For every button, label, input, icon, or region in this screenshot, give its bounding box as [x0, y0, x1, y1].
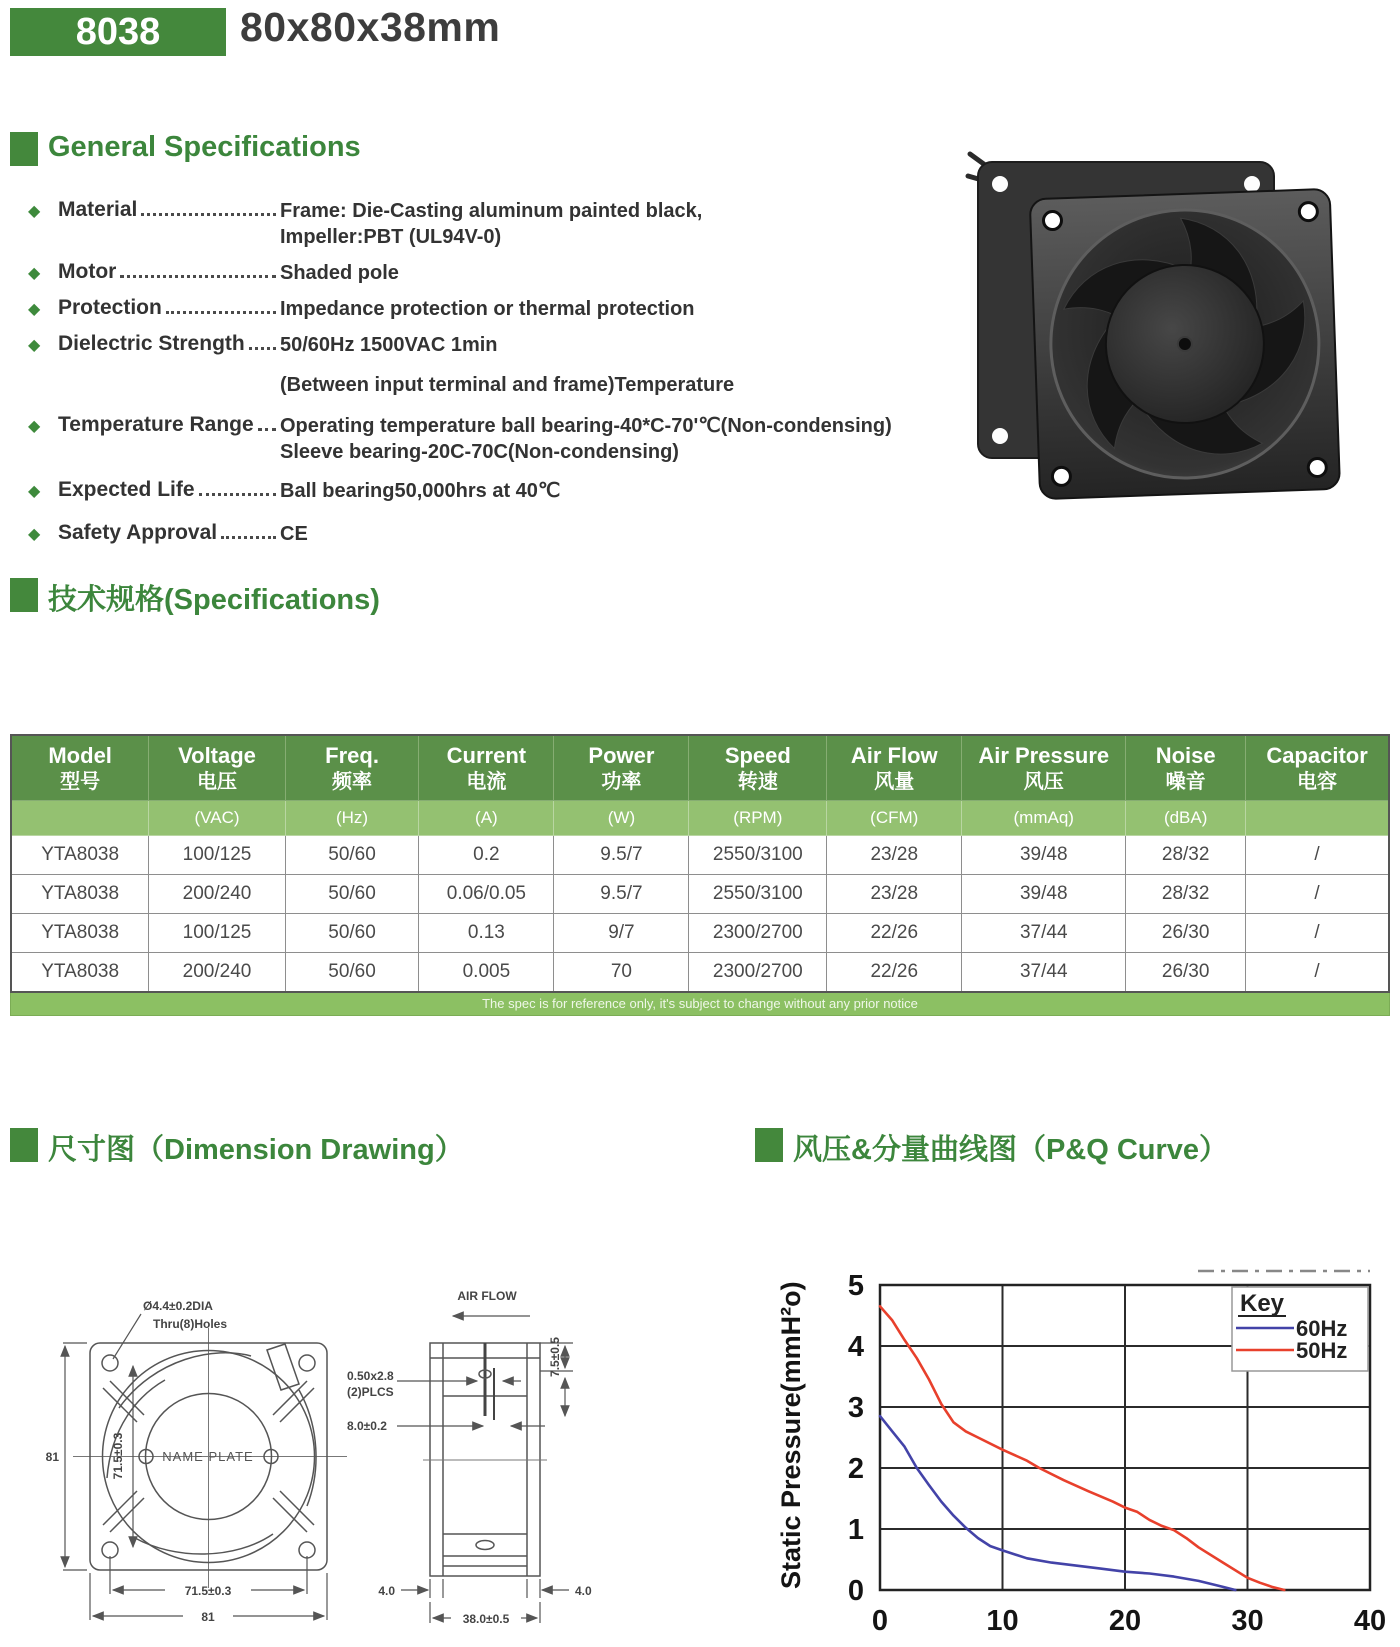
table-cell: 37/44: [962, 914, 1126, 953]
table-cell: 39/48: [962, 875, 1126, 914]
diamond-bullet-icon: ◆: [28, 526, 41, 543]
column-header: Voltage 电压: [149, 735, 285, 801]
table-cell: 200/240: [149, 875, 285, 914]
slot-note-line1: 0.50x2.8: [347, 1369, 394, 1383]
svg-text:0: 0: [847, 1575, 864, 1607]
column-header: Current 电流: [419, 735, 554, 801]
spec-label: Temperature Range: [58, 413, 254, 436]
legend-title: Key: [1240, 1290, 1285, 1317]
table-cell: 100/125: [149, 914, 285, 953]
spec-item-safety-approval: [28, 521, 958, 547]
chart-legend: [1232, 1287, 1368, 1371]
table-cell: 50/60: [285, 875, 419, 914]
unit-cell: (RPM): [689, 801, 827, 836]
table-cell: 37/44: [962, 953, 1126, 993]
table-cell: 9.5/7: [554, 836, 689, 875]
table-cell: 2550/3100: [689, 875, 827, 914]
unit-cell: (dBA): [1126, 801, 1246, 836]
dotted-leader: [166, 298, 276, 314]
svg-text:3: 3: [847, 1392, 864, 1424]
curve-50hz: [880, 1306, 1284, 1590]
column-header: Air Flow 风量: [827, 735, 962, 801]
table-cell: YTA8038: [11, 836, 149, 875]
diamond-bullet-icon: ◆: [28, 301, 41, 318]
hole-note-line2: Thru(8)Holes: [153, 1317, 228, 1331]
table-cell: 70: [554, 953, 689, 993]
table-cell: YTA8038: [11, 914, 149, 953]
dotted-leader: [249, 334, 276, 350]
dimension-front-view: [15, 1238, 365, 1638]
section-square-icon: [10, 578, 38, 612]
svg-text:40: 40: [1353, 1605, 1387, 1637]
dim-8-0-label: 8.0±0.2: [347, 1419, 387, 1433]
table-cell: 26/30: [1126, 914, 1246, 953]
dotted-leader: [221, 523, 276, 539]
table-cell: 2300/2700: [689, 953, 827, 993]
svg-text:0: 0: [871, 1605, 889, 1637]
dim-81-left: 81: [45, 1450, 59, 1464]
spec-label: Dielectric Strength: [58, 332, 245, 355]
slot-note-line2: (2)PLCS: [347, 1385, 394, 1399]
table-cell: 2300/2700: [689, 914, 827, 953]
table-cell: /: [1246, 875, 1389, 914]
table-cell: 9.5/7: [554, 875, 689, 914]
name-plate-label: NAME PLATE: [162, 1449, 254, 1464]
spec-item-motor: [28, 260, 958, 286]
dim-71-5-bottom: 71.5±0.3: [184, 1584, 232, 1598]
dim-81-bottom: 81: [201, 1610, 215, 1624]
spec-item-dielectric-strength: [28, 332, 958, 398]
table-cell: 9/7: [554, 914, 689, 953]
y-tick-labels: [848, 1270, 864, 1607]
column-header: Noise 噪音: [1126, 735, 1246, 801]
spec-label: Safety Approval: [58, 521, 218, 544]
table-cell: 39/48: [962, 836, 1126, 875]
spec-value: [280, 413, 930, 465]
table-cell: 26/30: [1126, 953, 1246, 993]
dim-71-5-left: 71.5±0.3: [111, 1432, 125, 1480]
dotted-leader: [141, 200, 276, 216]
legend-label-50hz: 50Hz: [1296, 1338, 1348, 1363]
spec-value-line: Sleeve bearing-20C-70C(Non-condensing): [280, 441, 679, 463]
spec-value-line: Operating temperature ball bearing-40*C-70'℃(Non-condensing): [280, 415, 892, 437]
table-cell: 23/28: [827, 875, 962, 914]
general-specs-title: General Specifications: [48, 131, 361, 163]
general-spec-list: [28, 198, 958, 557]
table-cell: 2550/3100: [689, 836, 827, 875]
unit-cell: (VAC): [149, 801, 285, 836]
table-row: [11, 914, 1389, 953]
table-cell: 50/60: [285, 914, 419, 953]
pq-curve-title: 风压&分量曲线图（P&Q Curve）: [793, 1134, 1229, 1166]
table-cell: 200/240: [149, 953, 285, 993]
table-footnote: The spec is for reference only, it's subject to change without any prior notice: [10, 993, 1390, 1016]
curve-layer: [880, 1306, 1284, 1590]
spec-value-line: (Between input terminal and frame)Temperature: [280, 374, 735, 396]
spec-value-line: Impeller:PBT (UL94V-0): [280, 226, 502, 248]
unit-cell: [11, 801, 149, 836]
table-cell: 50/60: [285, 953, 419, 993]
table-cell: 0.005: [419, 953, 554, 993]
fan-front-frame: [1030, 189, 1340, 499]
table-cell: YTA8038: [11, 953, 149, 993]
table-cell: 28/32: [1126, 836, 1246, 875]
svg-text:10: 10: [986, 1605, 1019, 1637]
spec-label: Motor: [58, 260, 117, 283]
dim-4-0-left: 4.0: [378, 1584, 395, 1598]
spec-value: [280, 521, 930, 547]
y-axis-label: Static Pressure(mmH²o): [776, 1281, 806, 1589]
table-cell: 0.13: [419, 914, 554, 953]
spec-table-title: 技术规格(Specifications): [48, 584, 380, 616]
legend-label-60hz: 60Hz: [1296, 1316, 1348, 1341]
spec-value-line: Impedance protection or thermal protection: [280, 298, 695, 320]
dotted-leader: [258, 415, 276, 431]
diamond-bullet-icon: ◆: [28, 265, 41, 282]
hole-note-line1: Ø4.4±0.2DIA: [143, 1299, 213, 1313]
table-cell: 23/28: [827, 836, 962, 875]
diamond-bullet-icon: ◆: [28, 418, 41, 435]
table-cell: YTA8038: [11, 875, 149, 914]
dim-38-0-label: 38.0±0.5: [462, 1612, 510, 1626]
fan-product-photo: [940, 122, 1370, 502]
unit-cell: [1246, 801, 1389, 836]
column-header: Freq. 频率: [285, 735, 419, 801]
spec-value: [280, 260, 930, 286]
table-row: [11, 836, 1389, 875]
dotted-leader: [199, 480, 276, 496]
table-cell: 0.06/0.05: [419, 875, 554, 914]
section-square-icon: [10, 1128, 38, 1162]
units-row: [11, 801, 1389, 836]
table-cell: 50/60: [285, 836, 419, 875]
spec-value: [280, 332, 930, 398]
svg-text:1: 1: [847, 1514, 864, 1546]
table-row: [11, 953, 1389, 993]
column-header: Speed 转速: [689, 735, 827, 801]
x-tick-labels: [872, 1605, 1386, 1637]
dotted-leader: [120, 262, 276, 278]
spec-label: Expected Life: [58, 478, 195, 501]
air-flow-label: AIR FLOW: [457, 1289, 517, 1303]
diamond-bullet-icon: ◆: [28, 203, 41, 220]
diamond-bullet-icon: ◆: [28, 483, 41, 500]
spec-label: Material: [58, 198, 138, 221]
svg-text:2: 2: [847, 1453, 864, 1485]
dim-7-5-label: 7.5±0.5: [548, 1337, 562, 1377]
table-cell: 100/125: [149, 836, 285, 875]
spec-value-line: Ball bearing50,000hrs at 40℃: [280, 480, 561, 502]
spec-item-protection: [28, 296, 958, 322]
table-cell: /: [1246, 953, 1389, 993]
svg-text:5: 5: [847, 1270, 864, 1302]
unit-cell: (mmAq): [962, 801, 1126, 836]
diamond-bullet-icon: ◆: [28, 337, 41, 354]
curve-60hz: [880, 1416, 1235, 1590]
spec-item-material: [28, 198, 958, 250]
unit-cell: (CFM): [827, 801, 962, 836]
page-title-size: 80x80x38mm: [240, 4, 501, 50]
table-cell: 22/26: [827, 914, 962, 953]
section-square-icon: [755, 1128, 783, 1162]
spec-label: Protection: [58, 296, 162, 319]
dim-4-0-right: 4.0: [575, 1584, 592, 1598]
spec-table-wrap: [10, 734, 1390, 1016]
svg-text:30: 30: [1231, 1605, 1264, 1637]
table-cell: 0.2: [419, 836, 554, 875]
spec-value: [280, 296, 930, 322]
dimension-side-view: [335, 1238, 615, 1638]
spec-value-line: CE: [280, 523, 308, 545]
spec-value: [280, 478, 930, 504]
spec-item-expected-life: [28, 478, 958, 504]
spec-value-line: Frame: Die-Casting aluminum painted black,: [280, 200, 703, 222]
spec-value-line: 50/60Hz 1500VAC 1min: [280, 334, 498, 356]
dimension-title: 尺寸图（Dimension Drawing）: [48, 1134, 464, 1166]
column-header: Power 功率: [554, 735, 689, 801]
column-header: Air Pressure 风压: [962, 735, 1126, 801]
spec-value: [280, 198, 930, 250]
column-header: Capacitor 电容: [1246, 735, 1389, 801]
table-cell: /: [1246, 836, 1389, 875]
column-header: Model 型号: [11, 735, 149, 801]
svg-text:20: 20: [1108, 1605, 1142, 1637]
table-cell: 22/26: [827, 953, 962, 993]
pq-curve-chart: [770, 1245, 1400, 1645]
spec-table: [10, 734, 1390, 993]
section-square-icon: [10, 132, 38, 166]
spec-item-temperature-range: [28, 413, 958, 465]
unit-cell: (A): [419, 801, 554, 836]
table-cell: 28/32: [1126, 875, 1246, 914]
unit-cell: (Hz): [285, 801, 419, 836]
table-cell: /: [1246, 914, 1389, 953]
model-code-badge: 8038: [10, 8, 226, 56]
svg-text:4: 4: [847, 1331, 864, 1363]
unit-cell: (W): [554, 801, 689, 836]
table-row: [11, 875, 1389, 914]
spec-value-line: Shaded pole: [280, 262, 399, 284]
